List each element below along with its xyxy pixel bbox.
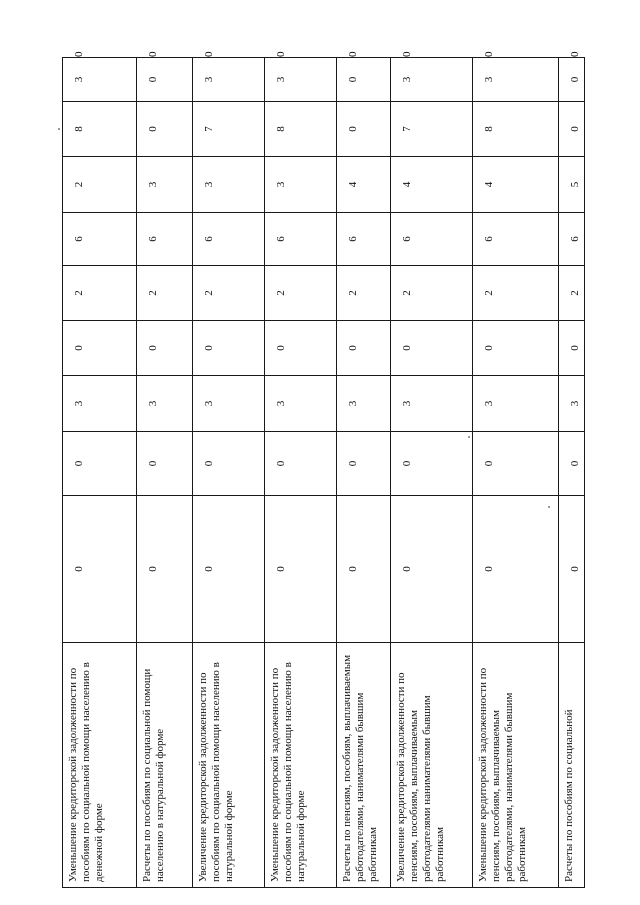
code-digit-cell: 0: [337, 58, 391, 102]
code-digit-cell: 3: [193, 58, 265, 102]
code-digit-cell: 6: [473, 213, 559, 266]
code-digit-cell: 0: [559, 432, 585, 496]
code-digit-cell: 0: [137, 496, 193, 643]
row-label-cell: [473, 643, 559, 888]
code-digit-cell: 3: [193, 157, 265, 213]
code-digit-cell: 3: [265, 376, 337, 432]
code-digit-cell: 0: [391, 432, 473, 496]
code-digit-cell: 2: [265, 266, 337, 321]
code-digit-cell: 0: [63, 432, 137, 496]
code-digit-cell: 6: [559, 213, 585, 266]
code-digit-cell: 0: [473, 432, 559, 496]
code-digit-cell: 0: [137, 321, 193, 376]
code-digit-cell: 0: [391, 321, 473, 376]
code-digit-cell: 3: [391, 376, 473, 432]
row-label: Увеличение кредиторской задолженности по пособиям по социальной помощи населению в натуральной форме: [197, 662, 235, 882]
code-digit-cell: 0: [473, 496, 559, 643]
code-digit-cell: 4: [473, 157, 559, 213]
code-digit-cell: 2: [559, 266, 585, 321]
code-digit-cell: 6: [391, 213, 473, 266]
code-digit-cell: 0: [559, 496, 585, 643]
code-digit-cell: 3: [265, 157, 337, 213]
table-body: [63, 51, 585, 888]
code-digit-cell: 0: [137, 432, 193, 496]
code-digit-cell: 4: [337, 157, 391, 213]
code-digit-cell: 3: [63, 376, 137, 432]
table-row: Расчеты по пособиям по социальной 0 0 3 0 2 6 5 0 0 0: [559, 58, 585, 888]
code-digit-cell: 6: [265, 213, 337, 266]
code-digit-cell: 2: [63, 266, 137, 321]
code-digit-cell: 0: [265, 321, 337, 376]
rotated-table-wrapper: [62, 51, 584, 888]
code-digit-cell: 0: [265, 496, 337, 643]
row-label-cell: [265, 643, 337, 888]
code-digit-cell: 6: [63, 213, 137, 266]
code-digit-cell: 0: [337, 321, 391, 376]
row-label: Увеличение кредиторской задолженности по пенсиям, пособиям, выплачиваемым работодателями нанимателями бывшим работникам: [395, 672, 446, 882]
row-label: Расчеты по пенсиям, пособиям, выплачиваемым работодателями, нанимателями бывшим работникам: [341, 654, 379, 882]
table-row: Уменьшение кредиторской задолженности по пенсиям, пособиям, выплачиваемым работодателями, нанимателями бывшим работникам 0 0 3 0 2 6 4 8 3 0: [473, 58, 559, 888]
code-digit-cell: 6: [337, 213, 391, 266]
table-row: Расчеты по пособиям по социальной помощи населению в натуральной форме 0 0 3 0 2 6 3 0 0 0: [137, 58, 193, 888]
code-digit-cell: 6: [193, 213, 265, 266]
code-digit-cell: 2: [63, 157, 137, 213]
code-digit-cell: 0: [391, 496, 473, 643]
row-label-cell: [337, 643, 391, 888]
code-digit-cell: 0: [559, 321, 585, 376]
row-label: Уменьшение кредиторской задолженности по пенсиям, пособиям, выплачиваемым работодателями, нанимателями бывшим работникам: [477, 667, 528, 882]
row-label: Уменьшение кредиторской задолженности по пособиям по социальной помощи населению в денежной форме: [67, 662, 105, 882]
code-digit-cell: 0: [63, 321, 137, 376]
code-digit-cell: 0: [337, 102, 391, 157]
code-digit-cell: 2: [193, 266, 265, 321]
code-digit-cell: 3: [473, 376, 559, 432]
code-digit-cell: 0: [559, 102, 585, 157]
code-digit-cell: 0: [265, 432, 337, 496]
code-digit-cell: 6: [137, 213, 193, 266]
code-digit-cell: 7: [391, 102, 473, 157]
row-label: Уменьшение кредиторской задолженности по пособиям по социальной помощи населению в натуральной форме: [269, 662, 307, 882]
code-digit-cell: 0: [337, 432, 391, 496]
code-digit-cell: 0: [63, 496, 137, 643]
code-digit-cell: 8: [473, 102, 559, 157]
code-digit-cell: 3: [137, 376, 193, 432]
table-row: Уменьшение кредиторской задолженности по пособиям по социальной помощи населению в натуральной форме 0 0 3 0 2 6 3 8 3 0: [265, 58, 337, 888]
code-digit-cell: 3: [63, 58, 137, 102]
code-digit-cell: 0: [559, 58, 585, 102]
code-digit-cell: 7: [193, 102, 265, 157]
code-digit-cell: 3: [265, 58, 337, 102]
row-label-cell: [63, 643, 137, 888]
code-digit-cell: 0: [137, 58, 193, 102]
code-digit-cell: 8: [63, 102, 137, 157]
code-digit-cell: 4: [391, 157, 473, 213]
row-label-cell: [559, 643, 585, 888]
budget-codes-table: [62, 51, 585, 888]
code-digit-cell: 0: [473, 321, 559, 376]
code-digit-cell: 3: [473, 58, 559, 102]
code-digit-cell: 0: [337, 496, 391, 643]
table-row: Уменьшение кредиторской задолженности по пособиям по социальной помощи населению в денежной форме 0 0 3 0 2 6 2 8 3 0: [63, 58, 137, 888]
table-row: Увеличение кредиторской задолженности по пенсиям, пособиям, выплачиваемым работодателями нанимателями бывшим работникам 0 0 3 0 2 6 4 7 3 0: [391, 58, 473, 888]
row-label: Расчеты по пособиям по социальной помощи населению в натуральной форме: [141, 668, 166, 882]
table-row: Увеличение кредиторской задолженности по пособиям по социальной помощи населению в натуральной форме 0 0 3 0 2 6 3 7 3 0: [193, 58, 265, 888]
code-digit-cell: 0: [193, 432, 265, 496]
code-digit-cell: 3: [559, 376, 585, 432]
scan-speck: [58, 128, 60, 130]
code-digit-cell: 0: [137, 102, 193, 157]
row-label-cell: [391, 643, 473, 888]
code-digit-cell: 3: [137, 157, 193, 213]
code-digit-cell: 3: [193, 376, 265, 432]
table-row: Расчеты по пенсиям, пособиям, выплачиваемым работодателями, нанимателями бывшим работникам 0 0 3 0 2 6 4 0 0 0: [337, 58, 391, 888]
code-digit-cell: 2: [391, 266, 473, 321]
code-digit-cell: 0: [193, 496, 265, 643]
code-digit-cell: 2: [337, 266, 391, 321]
code-digit-cell: 2: [473, 266, 559, 321]
code-digit-cell: 2: [137, 266, 193, 321]
code-digit-cell: 3: [337, 376, 391, 432]
code-digit-cell: 0: [193, 321, 265, 376]
row-label: Расчеты по пособиям по социальной: [563, 709, 575, 882]
row-label-cell: [137, 643, 193, 888]
code-digit-cell: 3: [391, 58, 473, 102]
row-label-cell: [193, 643, 265, 888]
code-digit-cell: 8: [265, 102, 337, 157]
code-digit-cell: 5: [559, 157, 585, 213]
